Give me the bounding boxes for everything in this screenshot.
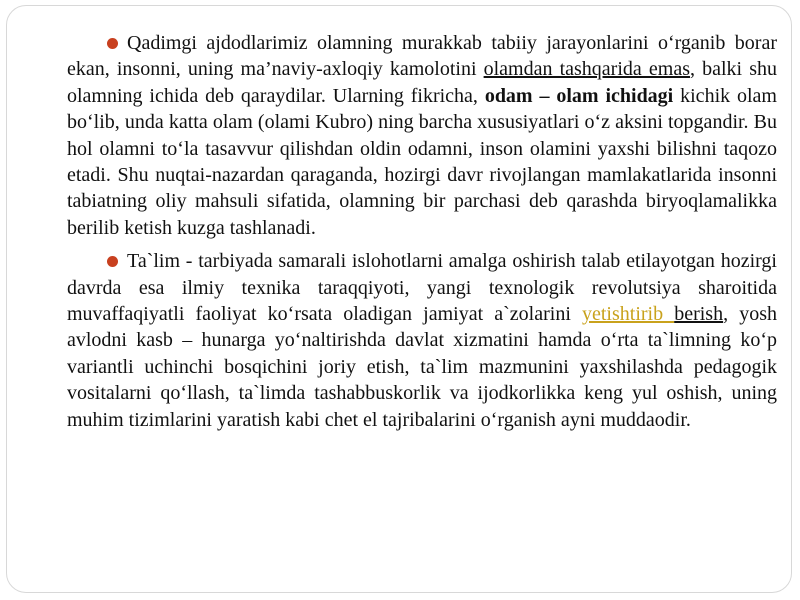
slide-content: [67, 30, 777, 440]
paragraph-1-text-a: Qadimgi ajdodlarimiz olamning murakkab tabiiy jarayonlarini o‘rganib borar ekan, insonni, uning ma’naviy-axloqiy kamolotini: [67, 32, 777, 81]
paragraph-1-text-b: , balki shu olamning ichida deb qaraydilar. Ularning fikricha,: [67, 58, 777, 107]
paragraph-1-text-c: kichik olam bo‘lib, unda katta olam (olami Kubro) ning barcha xususiyatlari o‘z aksini topgandir. Bu hol olamni to‘la tasavvur qilishdan oldin odamni, inson olamini yaxshi bilishni taqozo etadi. Shu nuqtai-nazardan qaraganda, hozirgi davr rivojlangan mamlakatlarida insonni tabiatning oliy mahsuli sifatida, olamning bir parchasi deb qarashda biryoqlamalikka berilib ketish kuzga tashlanadi.: [67, 84, 777, 239]
bullet-icon: [107, 256, 118, 267]
paragraph-2-text-b: , yosh avlodni kasb – hunarga yo‘naltirishda davlat xizmatini hamda o‘rta ta`limning ko‘p variantli uchinchi bosqichini joriy etish, ta`lim mazmunini yaxshilashda pedagogik vositalarni qo‘llash, ta`limda tashabbuskorlik va ijodkorlikka keng yul oshish, uning muhim tizimlarini yaratish kabi chet el tajribalarini o‘rganish ayni muddaodir.: [67, 303, 777, 431]
underlined-word: berish: [674, 303, 724, 326]
bullet-icon: [107, 38, 118, 49]
paragraph-2-text-a: Ta`lim - tarbiyada samarali islohotlarni amalga oshirish talab etilayotgan hozirgi davrda esa ilmiy texnika taraqqiyoti, yangi texnologik revolutsiya sharoitida muvaffaqiyatli faoliyat ko‘rsata oladigan jamiyat a`zolarini: [67, 250, 777, 326]
bold-phrase: odam – olam ichidagi: [484, 84, 674, 107]
underlined-phrase: olamdan tashqarida emas: [483, 58, 690, 81]
paragraph-2: [67, 248, 777, 433]
hyperlink-yetishtirib[interactable]: yetishtirib: [581, 303, 675, 326]
slide-frame: [6, 5, 792, 593]
paragraph-1: [67, 30, 777, 241]
